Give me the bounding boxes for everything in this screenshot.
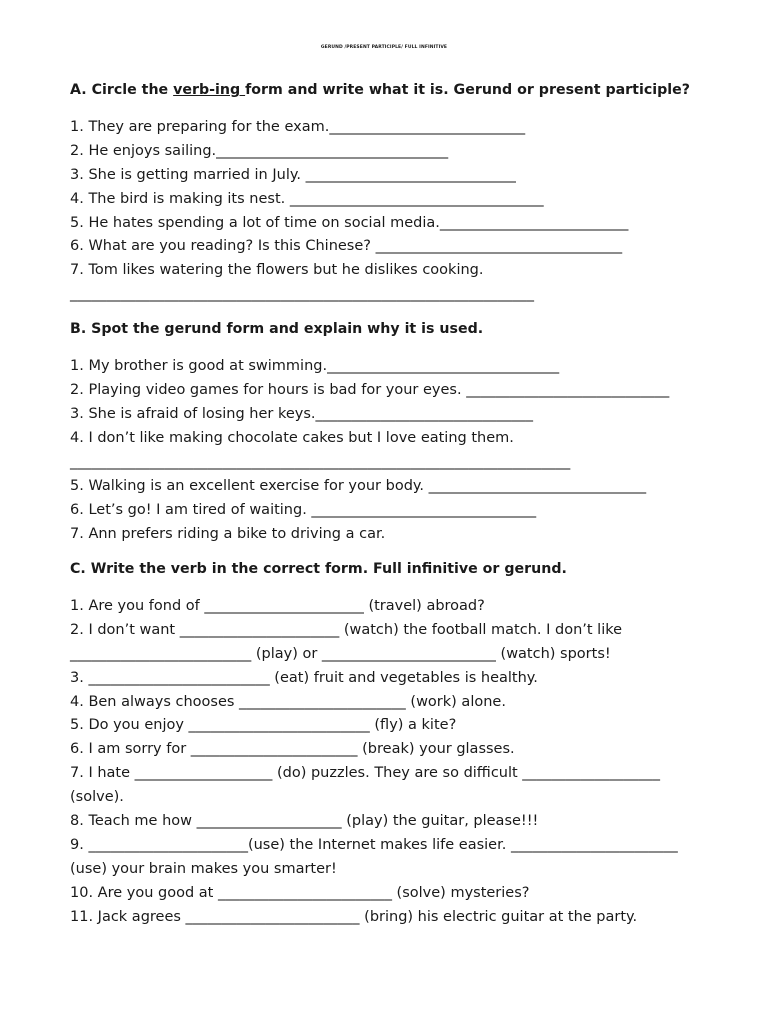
section-b-item: 4. I don’t like making chocolate cakes but I love eating them. <box>70 430 514 446</box>
section-c-item: 3. _________________________ (eat) fruit and vegetables is healthy. <box>70 670 538 686</box>
section-c-item: 4. Ben always chooses _______________________ (work) alone. <box>70 694 506 710</box>
section-a-item: 2. He enjoys sailing.________________________________ <box>70 143 449 159</box>
section-a-heading <box>70 82 690 98</box>
section-c-item: 2. I don’t want ______________________ (watch) the football match. I don’t like <box>70 622 623 638</box>
section-c-heading: C. Write the verb in the correct form. Full infinitive or gerund. <box>70 561 567 577</box>
section-c-item: (use) your brain makes you smarter! <box>70 861 337 877</box>
section-b-item: 5. Walking is an excellent exercise for your body. ______________________________ <box>70 478 647 494</box>
section-c-item: 1. Are you fond of ______________________ (travel) abroad? <box>70 598 485 614</box>
section-a-item: 1. They are preparing for the exam.___________________________ <box>70 119 526 135</box>
section-b-item: 2. Playing video games for hours is bad for your eyes. ____________________________ <box>70 382 670 398</box>
section-a-item: 5. He hates spending a lot of time on social media.__________________________ <box>70 215 629 231</box>
section-a-heading-underlined: verb-ing <box>173 82 246 98</box>
section-a-heading-prefix: A. Circle the <box>70 82 174 98</box>
section-a-item: 4. The bird is making its nest. ___________________________________ <box>70 191 544 207</box>
section-c-item: (solve). <box>70 789 124 805</box>
section-a-item: 3. She is getting married in July. _____________________________ <box>70 167 516 183</box>
section-c-item: 11. Jack agrees ________________________ (bring) his electric guitar at the party. <box>70 909 638 925</box>
section-a-item: 7. Tom likes watering the flowers but he dislikes cooking. <box>70 262 484 278</box>
section-b-heading: B. Spot the gerund form and explain why it is used. <box>70 321 484 337</box>
worksheet-title: GERUND /PRESENT PARTICIPLE/ FULL INFINITIVE <box>320 45 448 50</box>
section-c-item: 8. Teach me how ____________________ (play) the guitar, please!!! <box>70 813 539 829</box>
section-c-item: 7. I hate ___________________ (do) puzzles. They are so difficult ___________________ <box>70 765 661 781</box>
section-b-item: 3. She is afraid of losing her keys.______________________________ <box>70 406 534 422</box>
section-a-heading-suffix: form and write what it is. Gerund or present participle? <box>245 82 690 98</box>
section-b-item: 7. Ann prefers riding a bike to driving a car. <box>70 526 386 542</box>
section-c-item: 6. I am sorry for _______________________ (break) your glasses. <box>70 741 515 757</box>
section-c-item: _________________________ (play) or ________________________ (watch) sports! <box>70 646 611 662</box>
section-b-item: 1. My brother is good at swimming.________________________________ <box>70 358 560 374</box>
section-c-item: 9. ______________________(use) the Internet makes life easier. _______________________ <box>70 837 678 853</box>
section-c-item: 10. Are you good at ________________________ (solve) mysteries? <box>70 885 530 901</box>
section-a-answer-line: ________________________________________________________________ <box>70 286 534 302</box>
section-b-answer-line: _____________________________________________________________________ <box>70 454 571 470</box>
section-b-item: 6. Let’s go! I am tired of waiting. _______________________________ <box>70 502 537 518</box>
section-a-item: 6. What are you reading? Is this Chinese? __________________________________ <box>70 238 623 254</box>
section-c-item: 5. Do you enjoy _________________________ (fly) a kite? <box>70 717 457 733</box>
